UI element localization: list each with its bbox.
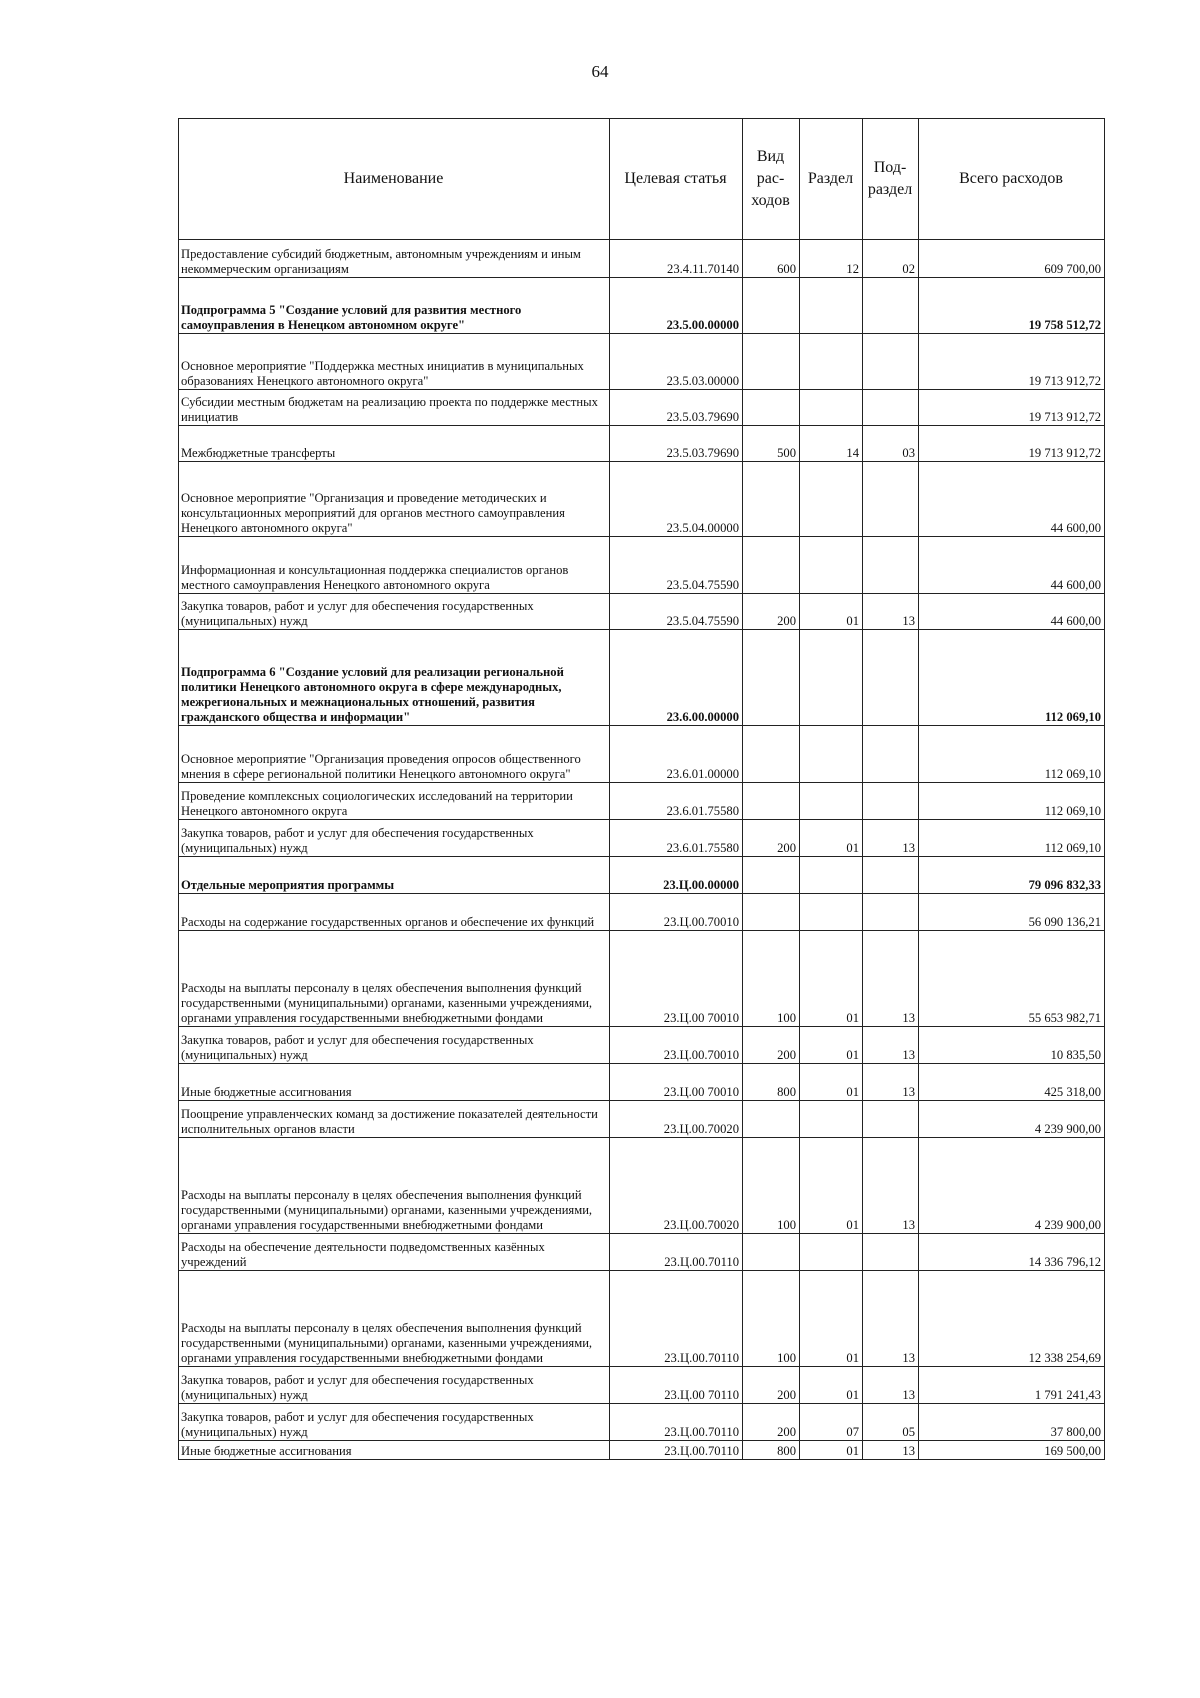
row-name: Закупка товаров, работ и услуг для обеспечения государственных (муниципальных) нужд	[179, 1027, 610, 1064]
table-row	[179, 1027, 1105, 1064]
budget-table	[178, 118, 1105, 1460]
row-vid: 200	[743, 820, 800, 857]
row-total: 55 653 982,71	[919, 931, 1105, 1027]
row-subsection	[863, 726, 919, 783]
row-code: 23.6.01.00000	[610, 726, 743, 783]
row-subsection: 13	[863, 1027, 919, 1064]
row-code: 23.5.04.75590	[610, 594, 743, 630]
table-body	[179, 240, 1105, 1460]
row-vid	[743, 783, 800, 820]
row-section: 14	[800, 426, 863, 462]
row-total: 44 600,00	[919, 462, 1105, 537]
row-name: Подпрограмма 6 "Создание условий для реализации региональной политики Ненецкого автономного округа в сфере международных, межрегиональных и межнациональных отношений, развития гражданского общества и информации"	[179, 630, 610, 726]
row-code: 23.5.03.79690	[610, 426, 743, 462]
row-total: 12 338 254,69	[919, 1271, 1105, 1367]
row-name: Проведение комплексных социологических исследований на территории Ненецкого автономного округа	[179, 783, 610, 820]
row-code: 23.Ц.00 70110	[610, 1367, 743, 1404]
row-total: 112 069,10	[919, 630, 1105, 726]
row-section	[800, 726, 863, 783]
row-code: 23.5.03.00000	[610, 334, 743, 390]
row-name: Расходы на обеспечение деятельности подведомственных казённых учреждений	[179, 1234, 610, 1271]
row-section: 01	[800, 1367, 863, 1404]
table-row	[179, 390, 1105, 426]
row-vid: 800	[743, 1064, 800, 1101]
row-vid	[743, 1234, 800, 1271]
row-name: Отдельные мероприятия программы	[179, 857, 610, 894]
row-section	[800, 1101, 863, 1138]
row-subsection: 03	[863, 426, 919, 462]
row-section: 01	[800, 1064, 863, 1101]
row-subsection	[863, 630, 919, 726]
row-name: Иные бюджетные ассигнования	[179, 1064, 610, 1101]
row-code: 23.6.00.00000	[610, 630, 743, 726]
row-subsection	[863, 278, 919, 334]
row-subsection: 13	[863, 1441, 919, 1460]
row-section: 07	[800, 1404, 863, 1441]
row-vid	[743, 857, 800, 894]
row-section	[800, 1234, 863, 1271]
row-section: 12	[800, 240, 863, 278]
row-name: Закупка товаров, работ и услуг для обеспечения государственных (муниципальных) нужд	[179, 1404, 610, 1441]
row-vid	[743, 630, 800, 726]
row-section	[800, 630, 863, 726]
table-row	[179, 1101, 1105, 1138]
table-row	[179, 1404, 1105, 1441]
row-name: Основное мероприятие "Поддержка местных инициатив в муниципальных образованиях Ненецкого автономного округа"	[179, 334, 610, 390]
row-vid	[743, 390, 800, 426]
row-code: 23.Ц.00.70110	[610, 1234, 743, 1271]
table-row	[179, 894, 1105, 931]
row-name: Расходы на выплаты персоналу в целях обеспечения выполнения функций государственными (муниципальными) органами, казенными учреждениями, органами управления государственными внебюджетными фондами	[179, 1271, 610, 1367]
row-total: 10 835,50	[919, 1027, 1105, 1064]
row-vid	[743, 462, 800, 537]
row-subsection	[863, 1101, 919, 1138]
row-code: 23.Ц.00.70010	[610, 894, 743, 931]
table-row	[179, 1138, 1105, 1234]
row-subsection	[863, 334, 919, 390]
row-code: 23.Ц.00 70010	[610, 1064, 743, 1101]
row-code: 23.5.00.00000	[610, 278, 743, 334]
table-row	[179, 1234, 1105, 1271]
row-code: 23.Ц.00.70110	[610, 1441, 743, 1460]
row-name: Межбюджетные трансферты	[179, 426, 610, 462]
row-total: 112 069,10	[919, 726, 1105, 783]
table-row	[179, 931, 1105, 1027]
row-code: 23.Ц.00.70020	[610, 1101, 743, 1138]
row-subsection	[863, 857, 919, 894]
row-name: Основное мероприятие "Организация и проведение методических и консультационных мероприятий для органов местного самоуправления Ненецкого автономного округа"	[179, 462, 610, 537]
row-total: 609 700,00	[919, 240, 1105, 278]
row-name: Предоставление субсидий бюджетным, автономным учреждениям и иным некоммерческим организациям	[179, 240, 610, 278]
row-total: 112 069,10	[919, 783, 1105, 820]
table-row	[179, 630, 1105, 726]
row-subsection	[863, 783, 919, 820]
row-total: 19 713 912,72	[919, 426, 1105, 462]
row-total: 112 069,10	[919, 820, 1105, 857]
table-row	[179, 1367, 1105, 1404]
header-name: Наименование	[179, 119, 610, 240]
header-subsection: Под-раздел	[863, 119, 919, 240]
row-subsection: 13	[863, 1138, 919, 1234]
row-vid: 200	[743, 594, 800, 630]
table-row	[179, 594, 1105, 630]
row-section: 01	[800, 1441, 863, 1460]
table-row	[179, 426, 1105, 462]
row-section	[800, 537, 863, 594]
row-subsection	[863, 462, 919, 537]
row-subsection: 13	[863, 931, 919, 1027]
row-section: 01	[800, 1271, 863, 1367]
row-vid: 800	[743, 1441, 800, 1460]
row-section: 01	[800, 594, 863, 630]
row-total: 19 713 912,72	[919, 334, 1105, 390]
row-total: 4 239 900,00	[919, 1101, 1105, 1138]
table-row	[179, 334, 1105, 390]
row-section	[800, 894, 863, 931]
row-total: 169 500,00	[919, 1441, 1105, 1460]
row-section	[800, 857, 863, 894]
row-total: 79 096 832,33	[919, 857, 1105, 894]
row-name: Закупка товаров, работ и услуг для обеспечения государственных (муниципальных) нужд	[179, 594, 610, 630]
row-subsection	[863, 1234, 919, 1271]
row-code: 23.Ц.00 70010	[610, 931, 743, 1027]
row-subsection: 02	[863, 240, 919, 278]
row-section	[800, 390, 863, 426]
row-subsection: 13	[863, 594, 919, 630]
row-vid: 200	[743, 1367, 800, 1404]
row-code: 23.5.03.79690	[610, 390, 743, 426]
row-code: 23.6.01.75580	[610, 783, 743, 820]
row-total: 44 600,00	[919, 537, 1105, 594]
row-code: 23.6.01.75580	[610, 820, 743, 857]
table-row	[179, 1441, 1105, 1460]
table-row	[179, 783, 1105, 820]
table-row	[179, 1064, 1105, 1101]
row-subsection: 13	[863, 820, 919, 857]
row-section: 01	[800, 1138, 863, 1234]
row-section	[800, 334, 863, 390]
header-total: Всего расходов	[919, 119, 1105, 240]
row-subsection: 13	[863, 1271, 919, 1367]
row-subsection: 13	[863, 1367, 919, 1404]
row-vid: 200	[743, 1027, 800, 1064]
row-vid: 200	[743, 1404, 800, 1441]
table-row	[179, 857, 1105, 894]
row-name: Информационная и консультационная поддержка специалистов органов местного самоуправления Ненецкого автономного округа	[179, 537, 610, 594]
row-name: Поощрение управленческих команд за достижение показателей деятельности исполнительных органов власти	[179, 1101, 610, 1138]
row-code: 23.Ц.00.70010	[610, 1027, 743, 1064]
row-code: 23.Ц.00.70020	[610, 1138, 743, 1234]
row-name: Закупка товаров, работ и услуг для обеспечения государственных (муниципальных) нужд	[179, 1367, 610, 1404]
row-vid	[743, 334, 800, 390]
row-total: 37 800,00	[919, 1404, 1105, 1441]
row-vid: 600	[743, 240, 800, 278]
row-section	[800, 783, 863, 820]
row-vid	[743, 726, 800, 783]
table-row	[179, 462, 1105, 537]
row-total: 14 336 796,12	[919, 1234, 1105, 1271]
row-code: 23.Ц.00.70110	[610, 1271, 743, 1367]
row-subsection	[863, 537, 919, 594]
row-section: 01	[800, 931, 863, 1027]
row-name: Расходы на содержание государственных органов и обеспечение их функций	[179, 894, 610, 931]
row-code: 23.4.11.70140	[610, 240, 743, 278]
row-total: 56 090 136,21	[919, 894, 1105, 931]
row-name: Подпрограмма 5 "Создание условий для развития местного самоуправления в Ненецком автономном округе"	[179, 278, 610, 334]
row-section	[800, 462, 863, 537]
row-vid: 500	[743, 426, 800, 462]
row-subsection	[863, 390, 919, 426]
row-section	[800, 278, 863, 334]
table-row	[179, 726, 1105, 783]
row-subsection	[863, 894, 919, 931]
header-section: Раздел	[800, 119, 863, 240]
page-number: 64	[591, 62, 609, 81]
table-row	[179, 1271, 1105, 1367]
table-row	[179, 820, 1105, 857]
row-vid	[743, 894, 800, 931]
row-subsection: 05	[863, 1404, 919, 1441]
row-section: 01	[800, 820, 863, 857]
row-code: 23.5.04.00000	[610, 462, 743, 537]
row-total: 44 600,00	[919, 594, 1105, 630]
table-header-row	[179, 119, 1105, 240]
row-vid	[743, 1101, 800, 1138]
row-code: 23.5.04.75590	[610, 537, 743, 594]
header-vid: Вид рас-ходов	[743, 119, 800, 240]
table-row	[179, 537, 1105, 594]
table-row	[179, 278, 1105, 334]
row-name: Субсидии местным бюджетам на реализацию проекта по поддержке местных инициатив	[179, 390, 610, 426]
row-name: Расходы на выплаты персоналу в целях обеспечения выполнения функций государственными (муниципальными) органами, казенными учреждениями, органами управления государственными внебюджетными фондами	[179, 1138, 610, 1234]
row-name: Закупка товаров, работ и услуг для обеспечения государственных (муниципальных) нужд	[179, 820, 610, 857]
row-vid	[743, 278, 800, 334]
row-subsection: 13	[863, 1064, 919, 1101]
row-name: Иные бюджетные ассигнования	[179, 1441, 610, 1460]
row-name: Расходы на выплаты персоналу в целях обеспечения выполнения функций государственными (муниципальными) органами, казенными учреждениями, органами управления государственными внебюджетными фондами	[179, 931, 610, 1027]
row-vid	[743, 537, 800, 594]
row-total: 19 713 912,72	[919, 390, 1105, 426]
table-row	[179, 240, 1105, 278]
row-vid: 100	[743, 931, 800, 1027]
row-code: 23.Ц.00.70110	[610, 1404, 743, 1441]
row-section: 01	[800, 1027, 863, 1064]
header-code: Целевая статья	[610, 119, 743, 240]
row-name: Основное мероприятие "Организация проведения опросов общественного мнения в сфере региональной политики Ненецкого автономного округа"	[179, 726, 610, 783]
row-total: 1 791 241,43	[919, 1367, 1105, 1404]
row-total: 19 758 512,72	[919, 278, 1105, 334]
row-code: 23.Ц.00.00000	[610, 857, 743, 894]
row-vid: 100	[743, 1138, 800, 1234]
row-total: 425 318,00	[919, 1064, 1105, 1101]
row-total: 4 239 900,00	[919, 1138, 1105, 1234]
row-vid: 100	[743, 1271, 800, 1367]
